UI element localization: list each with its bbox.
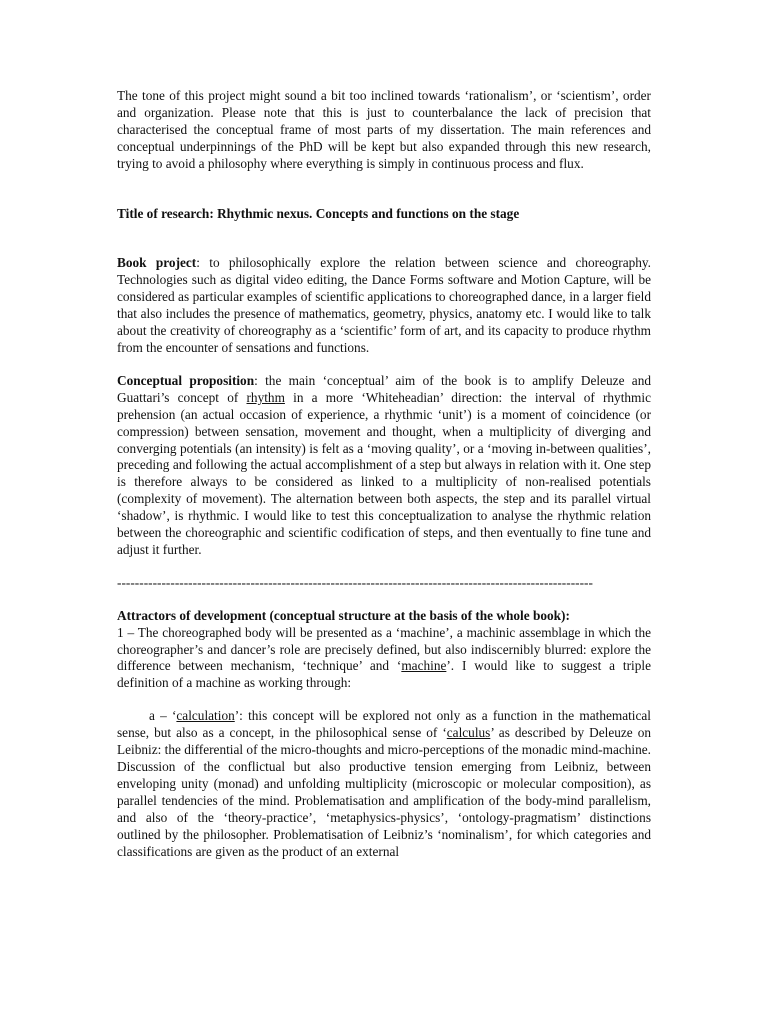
sub-item-a bbox=[117, 708, 651, 860]
dashed-separator: ----------------------------------------------------------------------------------------------------------- bbox=[117, 574, 593, 590]
sub-item-a-text-2: ’ as described by Deleuze on Leibniz: the differential of the micro-thoughts and micro-perceptions of the monadic mind-machine. Discussion of the conflictual but also productive tension emerging from Leibniz, between enveloping unity (monad) and unfolding multiplicity (microscopic or molecular composition), as parallel tendencies of the mind. Problematisation and amplification of the body-mind parallelism, and also of the ‘theory-practice’, ‘metaphysics-physics’, ‘ontology-pragmatism’ distinctions outlined by the philosopher. Problematisation of Leibniz’s ‘nominalism’, for which categories and classifications are given as the product of an external bbox=[117, 725, 651, 859]
book-project-text: : to philosophically explore the relation between science and choreography. Technologies such as digital video editing, the Dance Forms software and Motion Capture, will be considered as particular examples of scientific applications to choreographed dance, in a larger field that also includes the presence of mathematics, geometry, physics, anatomy etc. I would like to talk about the creativity of choreography as a ‘scientific’ form of art, and its capacity to produce rhythm from the encounter of sensations and functions. bbox=[117, 255, 652, 355]
conceptual-proposition-label: Conceptual proposition bbox=[117, 372, 255, 388]
book-project-label: Book project bbox=[117, 255, 197, 271]
research-title: Title of research: Rhythmic nexus. Concepts and functions on the stage bbox=[117, 205, 520, 221]
item-1-text-after: ’. I would like to suggest a triple definition of a machine as working through: bbox=[117, 658, 651, 691]
calculus-link[interactable]: calculus bbox=[446, 725, 491, 741]
spacer bbox=[117, 222, 651, 255]
sub-item-a-prefix: a – ‘ bbox=[149, 708, 177, 724]
intro-paragraph: The tone of this project might sound a bit too inclined towards ‘rationalism’, or ‘scientism’, order and organization. Please note that this is just to counterbalance the lack of precision that characterised the conceptual frame of most parts of my dissertation. The main references and conceptual underpinnings of the PhD will be kept but also expanded through this new research, trying to avoid a philosophy where everything is simply in continuous process and flux. bbox=[117, 88, 651, 171]
spacer bbox=[117, 173, 651, 206]
attractors-item-1 bbox=[117, 625, 651, 693]
spacer bbox=[117, 592, 651, 608]
machine-link[interactable]: machine bbox=[401, 658, 447, 674]
document-body bbox=[117, 88, 651, 860]
book-project-paragraph bbox=[117, 255, 651, 356]
rhythm-link[interactable]: rhythm bbox=[246, 389, 285, 405]
spacer bbox=[117, 559, 651, 575]
sub-item-a-text-1: ’: this concept will be explored not only as a function in the mathematical sense, but also as a concept, in the philosophical sense of ‘ bbox=[117, 708, 651, 741]
attractors-heading: Attractors of development (conceptual structure at the basis of the whole book): bbox=[117, 607, 570, 623]
item-1-text-before: 1 – The choreographed body will be presented as a ‘machine’, a machinic assemblage in which the choreographer’s and dancer’s role are precisely defined, but also indiscernibly blurred: explore the difference between mechanism, ‘technique’ and ‘ bbox=[117, 624, 651, 674]
conceptual-proposition-paragraph bbox=[117, 373, 651, 559]
spacer bbox=[117, 357, 651, 373]
conceptual-text-after: in a more ‘Whiteheadian’ direction: the interval of rhythmic prehension (an actual occasion of experience, a rhythmic ‘unit’) is a moment of coincidence (or compression) between sensation, movement and thought, when a multiplicity of diverging and converging potentials (an intensity) is felt as a ‘moving quality’, or a ‘moving in-between qualities’, preceding and following the actual accomplishment of a step but always in relation with it. One step is therefore always to be considered as linked to a multiplicity of non-realised potentials (complexity of movement). The alternation between both aspects, the step and its parallel virtual ‘shadow’, is rhythmic. I would like to test this conceptualization to analyse the rhythmic relation between the choreographic and scientific codification of steps, and then eventually to fine tune and adjust it further. bbox=[117, 389, 651, 557]
spacer bbox=[117, 692, 651, 708]
conceptual-text-before: : the main ‘conceptual’ aim of the book is to amplify Deleuze and Guattari’s concept of bbox=[117, 372, 651, 405]
calculation-link[interactable]: calculation bbox=[176, 708, 235, 724]
